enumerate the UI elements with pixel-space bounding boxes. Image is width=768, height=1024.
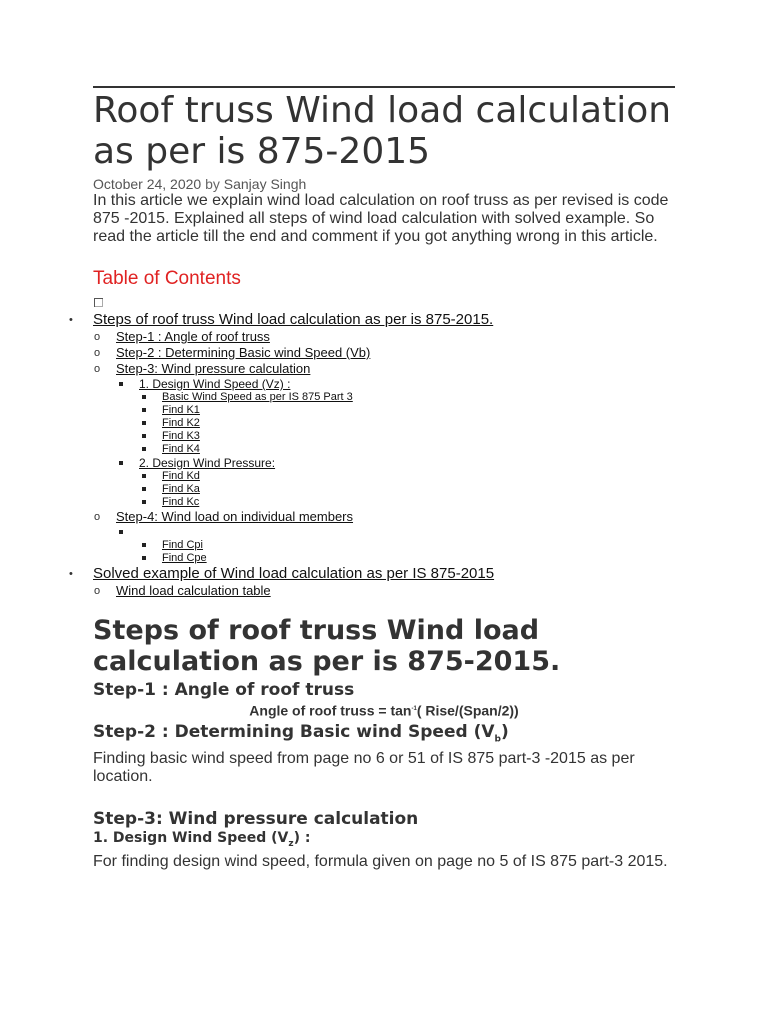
toc-item-row bbox=[116, 583, 675, 599]
toc-link[interactable]: Step-4: Wind load on individual members bbox=[116, 509, 354, 524]
post-date: October 24, 2020 bbox=[93, 176, 202, 192]
toc-link[interactable]: Find K2 bbox=[162, 417, 200, 429]
toc-item-row bbox=[93, 565, 675, 583]
step3-heading: Step-3: Wind pressure calculation bbox=[93, 809, 419, 830]
step2-heading-subscript: b bbox=[494, 734, 501, 745]
post-author[interactable]: Sanjay Singh bbox=[223, 176, 307, 192]
table-of-contents bbox=[93, 311, 675, 599]
toc-item bbox=[139, 525, 675, 565]
toc-item-row bbox=[116, 329, 675, 345]
toc-item-row bbox=[139, 525, 675, 539]
toc-item-row bbox=[116, 345, 675, 361]
article-title: Roof truss Wind load calculation as per is 875-2015 bbox=[93, 90, 672, 172]
design-wind-speed-end: ) : bbox=[293, 830, 311, 847]
toc-item-row bbox=[139, 377, 675, 391]
toc-item-row bbox=[93, 311, 675, 329]
section-heading-steps: Steps of roof truss Wind load calculation as per is 875-2015. bbox=[93, 615, 561, 677]
toc-item bbox=[116, 509, 675, 565]
toc-item bbox=[116, 345, 675, 361]
toc-item-row bbox=[162, 552, 675, 565]
article bbox=[93, 86, 675, 871]
toc-item bbox=[116, 583, 675, 599]
toc-link[interactable]: Find Kc bbox=[162, 496, 200, 508]
toc-sublist bbox=[116, 525, 675, 565]
toc-item bbox=[116, 361, 675, 509]
toc-link[interactable]: Find Cpe bbox=[162, 552, 207, 564]
toc-sublist bbox=[139, 539, 675, 565]
toc-toggle-icon[interactable] bbox=[94, 298, 103, 307]
design-wind-speed-subscript: z bbox=[288, 838, 294, 849]
toc-item bbox=[162, 430, 675, 443]
toc-item-row bbox=[162, 470, 675, 483]
formula-superscript: -1 bbox=[411, 706, 417, 712]
design-wind-speed-text: 1. Design Wind Speed (V bbox=[93, 830, 289, 847]
toc-item bbox=[93, 311, 675, 565]
toc-link[interactable]: Basic Wind Speed as per IS 875 Part 3 bbox=[162, 391, 353, 403]
toc-item-row bbox=[162, 404, 675, 417]
toc-sublist bbox=[139, 391, 675, 456]
toc-item-row bbox=[162, 483, 675, 496]
toc-sublist bbox=[93, 329, 675, 565]
toc-link[interactable]: Find K1 bbox=[162, 404, 200, 416]
toc-link[interactable]: Find Kd bbox=[162, 470, 200, 482]
toc-item bbox=[139, 377, 675, 456]
toc-item-row bbox=[116, 509, 675, 525]
toc-item-row bbox=[162, 417, 675, 430]
toc-link[interactable]: Step-2 : Determining Basic wind Speed (Vb) bbox=[116, 345, 371, 360]
by-word: by bbox=[205, 176, 220, 192]
toc-item-row bbox=[162, 443, 675, 456]
toc-item bbox=[162, 483, 675, 496]
step2-heading bbox=[93, 721, 675, 750]
toc-item bbox=[162, 496, 675, 509]
toc-item-row bbox=[162, 430, 675, 443]
toc-item bbox=[139, 456, 675, 509]
angle-formula bbox=[93, 701, 675, 719]
toc-link[interactable]: Step-1 : Angle of roof truss bbox=[116, 329, 270, 344]
toc-link[interactable]: Find K3 bbox=[162, 430, 200, 442]
toc-item-row bbox=[162, 496, 675, 509]
toc-item bbox=[162, 417, 675, 430]
formula-suffix: ( Rise/(Span/2)) bbox=[416, 702, 519, 719]
top-divider bbox=[93, 86, 675, 88]
toc-item-row bbox=[139, 456, 675, 470]
article-meta bbox=[93, 176, 675, 192]
article-intro: In this article we explain wind load calculation on roof truss as per revised is code 875 -2015. Explained all steps of wind load calculation with solved example. So read the article till the end and comment if you got anything wrong in this article. bbox=[93, 192, 669, 245]
toc-link[interactable]: Find Cpi bbox=[162, 539, 203, 551]
toc-item bbox=[162, 470, 675, 483]
step3-text: For finding design wind speed, formula given on page no 5 of IS 875 part-3 2015. bbox=[93, 852, 668, 870]
toc-item-row bbox=[162, 539, 675, 552]
toc-item-row bbox=[162, 391, 675, 404]
toc-sublist bbox=[139, 470, 675, 509]
toc-item bbox=[162, 443, 675, 456]
toc-link[interactable]: 2. Design Wind Pressure: bbox=[139, 456, 276, 470]
formula-prefix: Angle of roof truss = tan bbox=[249, 702, 412, 719]
toc-item bbox=[116, 329, 675, 345]
toc-item bbox=[162, 552, 675, 565]
step2-text: Finding basic wind speed from page no 6 or 51 of IS 875 part-3 -2015 as per location. bbox=[93, 750, 635, 786]
toc-link[interactable]: Step-3: Wind pressure calculation bbox=[116, 361, 311, 376]
toc-sublist bbox=[93, 583, 675, 599]
toc-link[interactable]: Steps of roof truss Wind load calculation as per is 875-2015. bbox=[93, 311, 494, 328]
toc-sublist bbox=[116, 377, 675, 509]
step2-heading-text: Step-2 : Determining Basic wind Speed (V bbox=[93, 721, 495, 742]
toc-item-row bbox=[116, 361, 675, 377]
toc-link[interactable]: Find Ka bbox=[162, 483, 200, 495]
toc-item bbox=[93, 565, 675, 599]
toc-item bbox=[162, 539, 675, 552]
toc-item bbox=[162, 404, 675, 417]
step1-heading: Step-1 : Angle of roof truss bbox=[93, 680, 355, 700]
toc-link[interactable]: Wind load calculation table bbox=[116, 583, 271, 598]
step2-heading-end: ) bbox=[500, 721, 509, 742]
toc-title: Table of Contents bbox=[93, 268, 241, 289]
toc-link[interactable]: 1. Design Wind Speed (Vz) : bbox=[139, 377, 291, 391]
toc-link[interactable]: Find K4 bbox=[162, 443, 200, 455]
design-wind-speed-heading bbox=[93, 830, 675, 853]
toc-item bbox=[162, 391, 675, 404]
toc-link[interactable]: Solved example of Wind load calculation as per IS 875-2015 bbox=[93, 565, 495, 582]
